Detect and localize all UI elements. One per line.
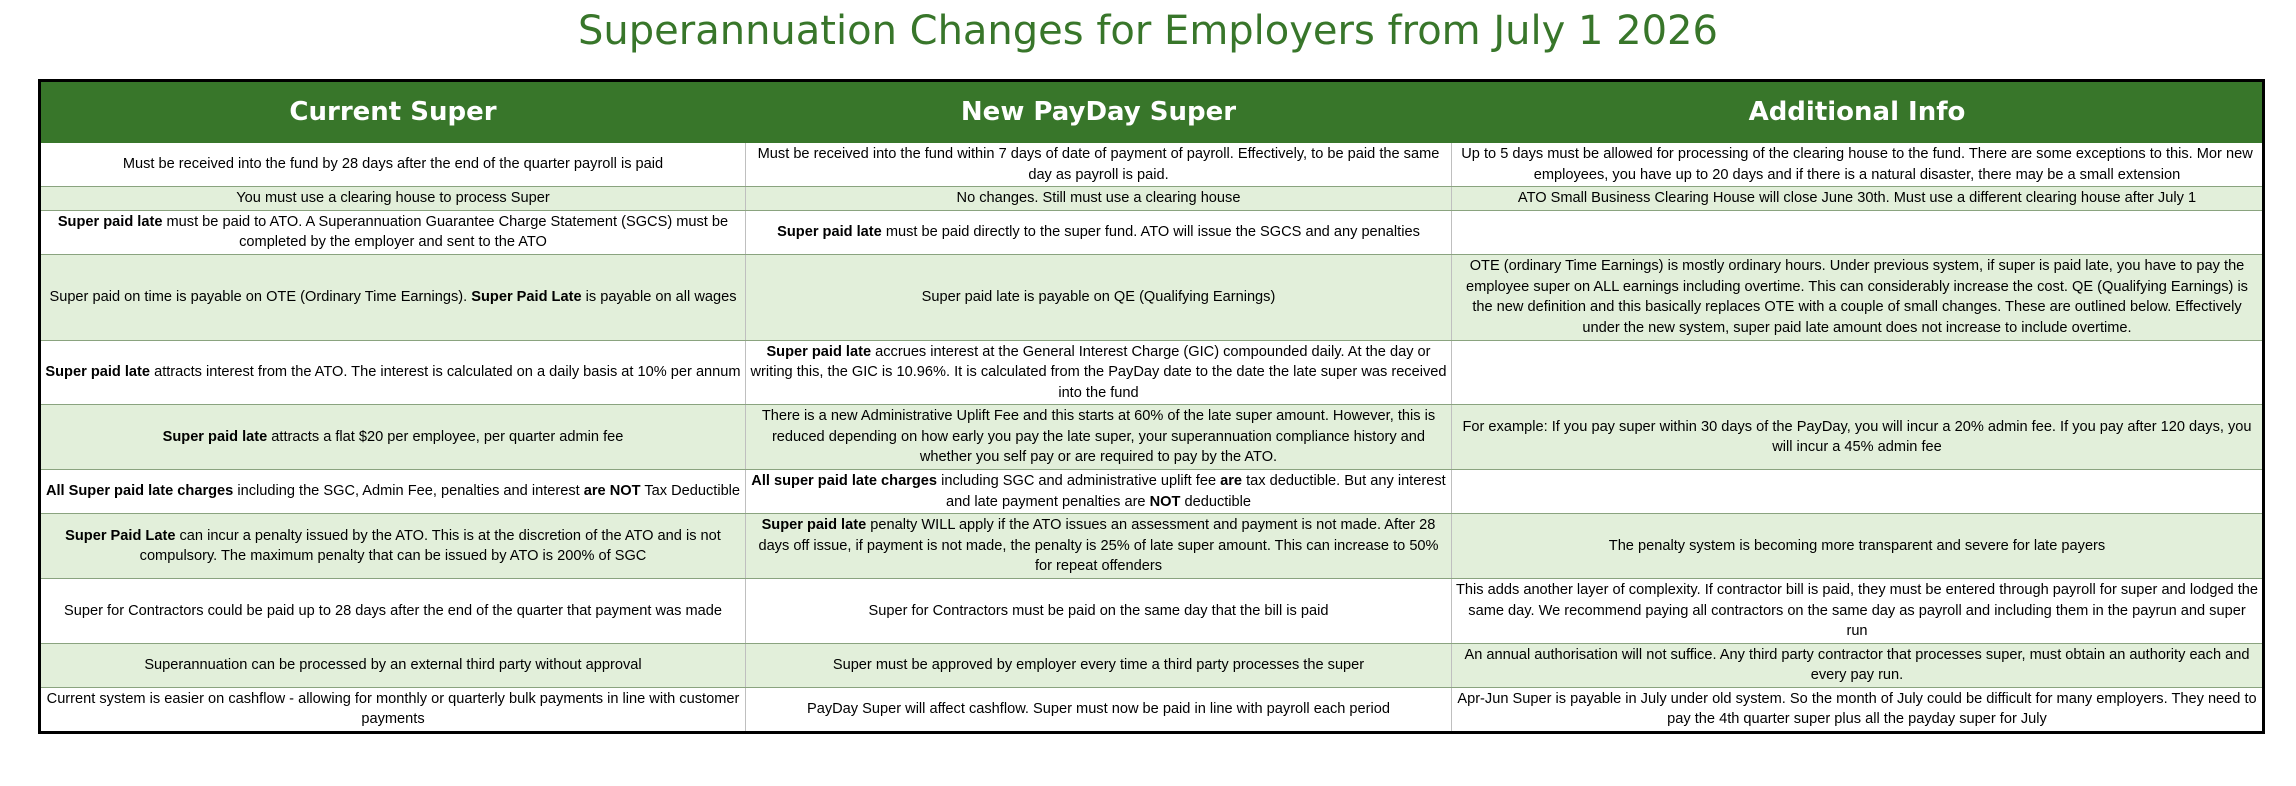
additional-info-cell: This adds another layer of complexity. If contractor bill is paid, they must be entered through payroll for super and lodged the same day. We recommend paying all contractors on the same day as payroll and including them in the payrun and super run bbox=[1452, 579, 2264, 644]
current-super-cell: Super paid on time is payable on OTE (Ordinary Time Earnings). Super Paid Late is payable on all wages bbox=[40, 254, 746, 340]
additional-info-cell: The penalty system is becoming more transparent and severe for late payers bbox=[1452, 514, 2264, 579]
comparison-table bbox=[38, 79, 2265, 734]
new-payday-super-cell: PayDay Super will affect cashflow. Super must now be paid in line with payroll each period bbox=[746, 687, 1452, 732]
additional-info-cell: An annual authorisation will not suffice. Any third party contractor that processes super, must obtain an authority each and every pay run. bbox=[1452, 643, 2264, 687]
table-row bbox=[40, 143, 2264, 187]
table-row bbox=[40, 579, 2264, 644]
current-super-cell: You must use a clearing house to process Super bbox=[40, 187, 746, 211]
new-payday-super-cell: All super paid late charges including SGC and administrative uplift fee are tax deductible. But any interest and late payment penalties are NOT deductible bbox=[746, 470, 1452, 514]
header-new-payday-super: New PayDay Super bbox=[746, 81, 1452, 143]
new-payday-super-cell: Super paid late penalty WILL apply if the ATO issues an assessment and payment is not made. After 28 days off issue, if payment is not made, the penalty is 25% of late super amount. This can increase to 50% for repeat offenders bbox=[746, 514, 1452, 579]
additional-info-cell bbox=[1452, 470, 2264, 514]
header-additional-info: Additional Info bbox=[1452, 81, 2264, 143]
table-row bbox=[40, 687, 2264, 732]
additional-info-cell bbox=[1452, 340, 2264, 405]
additional-info-cell: Up to 5 days must be allowed for processing of the clearing house to the fund. There are some exceptions to this. Mor new employees, you have up to 20 days and if there is a natural disaster, there may be a small extension bbox=[1452, 143, 2264, 187]
page-title: Superannuation Changes for Employers from July 1 2026 bbox=[578, 8, 1718, 54]
header-current-super: Current Super bbox=[40, 81, 746, 143]
current-super-cell: Super paid late attracts a flat $20 per employee, per quarter admin fee bbox=[40, 405, 746, 470]
current-super-cell: Superannuation can be processed by an external third party without approval bbox=[40, 643, 746, 687]
table-row bbox=[40, 514, 2264, 579]
table-row bbox=[40, 340, 2264, 405]
additional-info-cell: OTE (ordinary Time Earnings) is mostly ordinary hours. Under previous system, if super is paid late, you have to pay the employee super on ALL earnings including overtime. This can considerably increase the cost. QE (Qualifying Earnings) is the new definition and this basically replaces OTE with a couple of small changes. These are outlined below. Effectively under the new system, super paid late amount does not increase to include overtime. bbox=[1452, 254, 2264, 340]
current-super-cell: Super for Contractors could be paid up to 28 days after the end of the quarter that payment was made bbox=[40, 579, 746, 644]
table-row bbox=[40, 254, 2264, 340]
current-super-cell: All Super paid late charges including the SGC, Admin Fee, penalties and interest are NOT Tax Deductible bbox=[40, 470, 746, 514]
current-super-cell: Super paid late attracts interest from the ATO. The interest is calculated on a daily basis at 10% per annum bbox=[40, 340, 746, 405]
current-super-cell: Must be received into the fund by 28 days after the end of the quarter payroll is paid bbox=[40, 143, 746, 187]
table-row bbox=[40, 470, 2264, 514]
table-row bbox=[40, 210, 2264, 254]
additional-info-cell: For example: If you pay super within 30 days of the PayDay, you will incur a 20% admin fee. If you pay after 120 days, you will incur a 45% admin fee bbox=[1452, 405, 2264, 470]
new-payday-super-cell: Super paid late must be paid directly to the super fund. ATO will issue the SGCS and any penalties bbox=[746, 210, 1452, 254]
new-payday-super-cell: Super paid late accrues interest at the General Interest Charge (GIC) compounded daily. At the day or writing this, the GIC is 10.96%. It is calculated from the PayDay date to the date the late super was received into the fund bbox=[746, 340, 1452, 405]
additional-info-cell: ATO Small Business Clearing House will close June 30th. Must use a different clearing house after July 1 bbox=[1452, 187, 2264, 211]
new-payday-super-cell: Super must be approved by employer every time a third party processes the super bbox=[746, 643, 1452, 687]
table-row bbox=[40, 405, 2264, 470]
new-payday-super-cell: There is a new Administrative Uplift Fee and this starts at 60% of the late super amount. However, this is reduced depending on how early you pay the late super, your superannuation compliance history and whether you self pay or are required to pay by the ATO. bbox=[746, 405, 1452, 470]
new-payday-super-cell: Super for Contractors must be paid on the same day that the bill is paid bbox=[746, 579, 1452, 644]
table-row bbox=[40, 187, 2264, 211]
additional-info-cell bbox=[1452, 210, 2264, 254]
new-payday-super-cell: Super paid late is payable on QE (Qualifying Earnings) bbox=[746, 254, 1452, 340]
new-payday-super-cell: No changes. Still must use a clearing house bbox=[746, 187, 1452, 211]
table-row bbox=[40, 643, 2264, 687]
current-super-cell: Super paid late must be paid to ATO. A Superannuation Guarantee Charge Statement (SGCS) must be completed by the employer and sent to the ATO bbox=[40, 210, 746, 254]
current-super-cell: Current system is easier on cashflow - allowing for monthly or quarterly bulk payments in line with customer payments bbox=[40, 687, 746, 732]
header-row bbox=[40, 81, 2264, 143]
new-payday-super-cell: Must be received into the fund within 7 days of date of payment of payroll. Effectively, to be paid the same day as payroll is paid. bbox=[746, 143, 1452, 187]
current-super-cell: Super Paid Late can incur a penalty issued by the ATO. This is at the discretion of the ATO and is not compulsory. The maximum penalty that can be issued by ATO is 200% of SGC bbox=[40, 514, 746, 579]
additional-info-cell: Apr-Jun Super is payable in July under old system. So the month of July could be difficult for many employers. They need to pay the 4th quarter super plus all the payday super for July bbox=[1452, 687, 2264, 732]
